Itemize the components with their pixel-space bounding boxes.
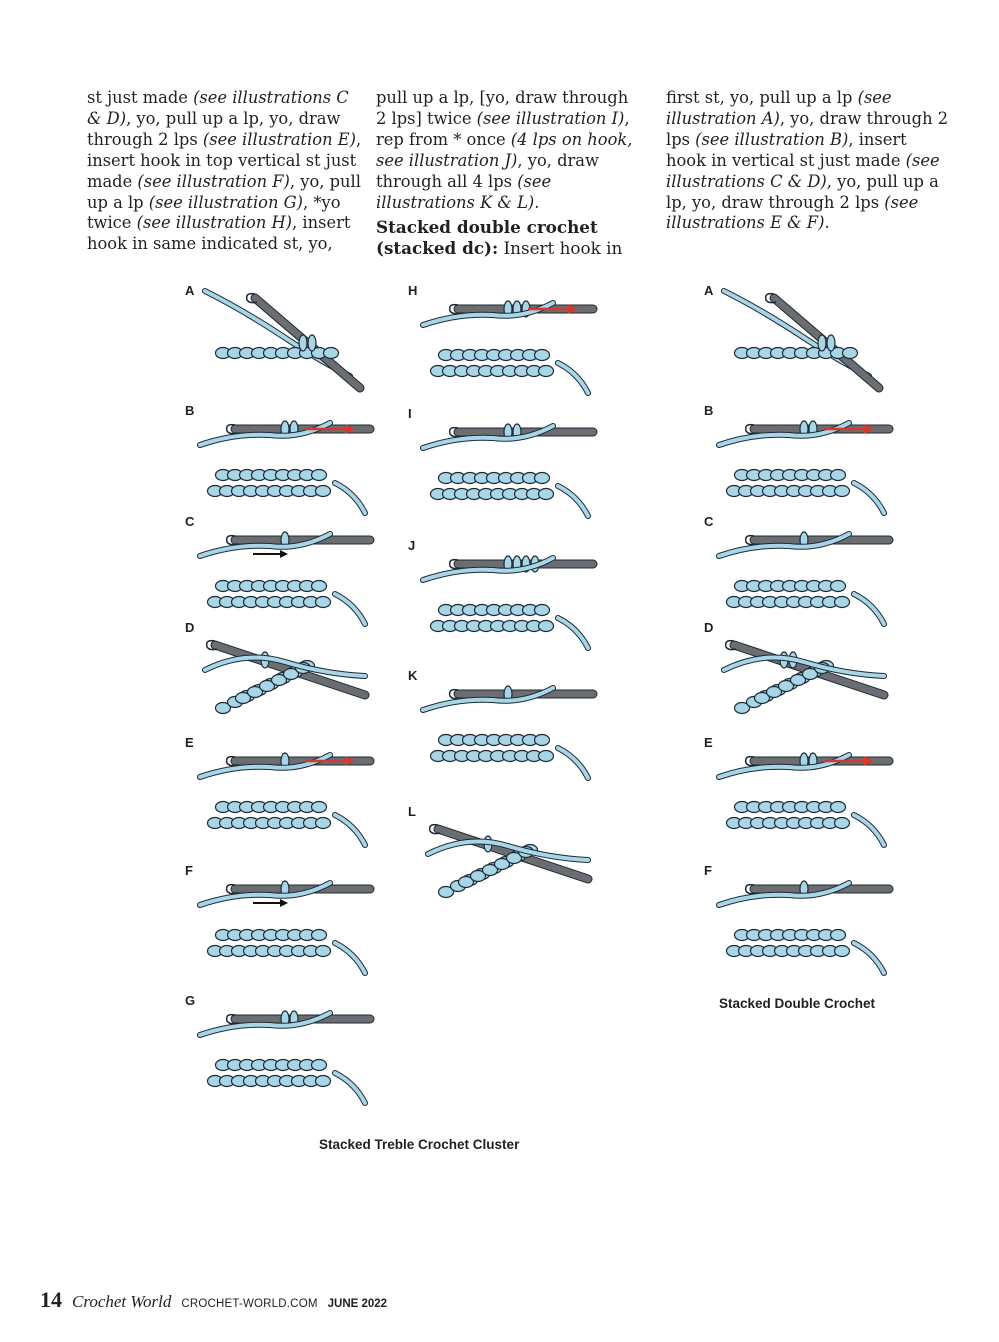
chain-stitch (535, 735, 550, 746)
double-illustration-c (704, 514, 894, 624)
illustration-letter: C (185, 514, 195, 529)
illustration-reference: (see illustrations E & F) (666, 192, 919, 233)
stitch-diagram (704, 283, 894, 393)
loop-on-hook (308, 335, 316, 351)
illustration-letter: K (408, 668, 418, 683)
illustration-letter: E (185, 735, 194, 750)
column-2-body (376, 88, 638, 213)
illustration-letter: E (704, 735, 713, 750)
loop-on-hook (818, 335, 826, 351)
illustration-letter: J (408, 538, 416, 553)
illustration-letter: D (185, 620, 195, 635)
chain-stitch (312, 581, 327, 592)
working-yarn (854, 943, 884, 973)
issue-date: JUNE 2022 (327, 1298, 388, 1310)
working-yarn (558, 363, 588, 393)
chain-stitch (535, 473, 550, 484)
treble-illustration-b (185, 403, 375, 513)
chain-stitch (843, 348, 858, 359)
chain-stitch (316, 818, 331, 829)
illustration-letter: L (408, 804, 416, 819)
instruction-paragraph (87, 88, 362, 255)
stitch-diagram (185, 514, 375, 624)
loop-on-hook (827, 335, 835, 351)
illustration-reference: (see illustration B) (695, 129, 849, 149)
illustration-reference: (see illustration E) (202, 129, 356, 149)
instruction-text: , insert hook in vertical st just made (666, 129, 907, 170)
loop-on-hook (299, 335, 307, 351)
chain-stitch (535, 605, 550, 616)
stitch-diagram (704, 735, 894, 845)
instruction-paragraph (666, 88, 951, 234)
treble-illustration-e (185, 735, 375, 845)
treble-illustration-h (408, 283, 598, 393)
treble-illustration-f (185, 863, 375, 973)
section-heading-stacked-dc (376, 217, 638, 259)
instruction-text: , yo, pull up a lp (87, 171, 361, 212)
working-yarn (335, 483, 365, 513)
instructions-column-3 (666, 88, 951, 234)
illustration-letter: C (704, 514, 714, 529)
stitch-diagram (408, 668, 598, 778)
working-yarn (854, 815, 884, 845)
working-yarn (854, 483, 884, 513)
chain-stitch (316, 946, 331, 957)
instruction-text: , rep from * once (376, 108, 630, 149)
stitch-diagram (185, 993, 375, 1103)
section-heading-rest: Insert hook in (498, 238, 623, 259)
instruction-text: st just made (87, 88, 194, 107)
working-yarn (558, 748, 588, 778)
instruction-text: first st, yo, pull up a lp (666, 88, 858, 107)
illustration-letter: B (185, 403, 195, 418)
section-heading-title: Stacked double crochet (stacked dc): (376, 217, 598, 259)
stitch-diagram (704, 620, 894, 730)
stitch-diagram (408, 804, 598, 914)
illustration-reference: (see illustrations C & D) (87, 88, 349, 128)
illustration-reference: (see illustrations K & L) (376, 171, 552, 212)
illustration-letter: B (704, 403, 714, 418)
chain-stitch (312, 930, 327, 941)
working-yarn (335, 1073, 365, 1103)
chain-stitch (316, 597, 331, 608)
treble-illustration-i (408, 406, 598, 516)
working-yarn (335, 943, 365, 973)
illustration-reference: (see illustration F) (137, 171, 290, 191)
illustration-reference: (see illustration I) (476, 108, 625, 128)
illustration-reference: (4 lps on hook, see illustration J) (376, 129, 633, 170)
page-number: 14 (40, 1287, 62, 1312)
chain-stitch (324, 348, 339, 359)
treble-illustration-a (185, 283, 375, 393)
stitch-diagram (185, 735, 375, 845)
chain-stitch (835, 946, 850, 957)
instruction-paragraph (376, 88, 638, 213)
instruction-text: . (824, 213, 830, 233)
chain-stitch (539, 366, 554, 377)
instruction-text: . (534, 192, 540, 212)
working-yarn (558, 618, 588, 648)
treble-illustration-d (185, 620, 375, 730)
chain-stitch (831, 470, 846, 481)
stitch-diagram (185, 403, 375, 513)
treble-illustration-j (408, 538, 598, 648)
caption-stacked-double: Stacked Double Crochet (719, 996, 876, 1011)
chain-stitch (835, 597, 850, 608)
instructions-column-2 (376, 88, 638, 259)
illustration-reference: (see illustration H) (136, 213, 293, 233)
chain-stitch (539, 751, 554, 762)
stitch-diagram (185, 283, 375, 393)
instruction-text: , insert hook in top vertical st just made (87, 129, 362, 191)
illustration-reference: (see illustrations C & D) (666, 150, 940, 191)
double-illustration-f (704, 863, 894, 973)
chain-stitch (535, 350, 550, 361)
treble-illustration-c (185, 514, 375, 624)
page-footer (40, 1287, 387, 1313)
treble-illustration-g (185, 993, 375, 1103)
chain-stitch (312, 802, 327, 813)
double-illustration-d (704, 620, 894, 730)
stitch-diagram (408, 538, 598, 648)
stitch-diagram (704, 403, 894, 513)
chain-stitch (835, 486, 850, 497)
instruction-text: pull up a lp, [yo, draw through 2 lps] twice (376, 88, 629, 128)
stitch-diagram (408, 283, 598, 393)
instructions-column-1 (87, 88, 362, 255)
stitch-diagram (704, 514, 894, 624)
illustration-letter: G (185, 993, 196, 1008)
chain-stitch (312, 1060, 327, 1071)
arrow-head (280, 550, 288, 558)
instruction-text: , *yo twice (87, 192, 341, 233)
treble-illustration-l (408, 804, 598, 914)
chain-stitch (316, 486, 331, 497)
magazine-name: Crochet World (72, 1292, 172, 1311)
chain-stitch (312, 470, 327, 481)
treble-illustration-k (408, 668, 598, 778)
website-link[interactable]: CROCHET-WORLD.COM (181, 1298, 318, 1310)
illustration-letter: F (704, 863, 712, 878)
double-illustration-a (704, 283, 894, 393)
instruction-text: , yo, draw through 2 lps (666, 108, 949, 149)
illustration-reference: (see illustration A) (666, 88, 892, 128)
stitch-diagram (185, 620, 375, 730)
illustration-letter: F (185, 863, 193, 878)
working-yarn (335, 815, 365, 845)
stitch-diagram (185, 863, 375, 973)
illustration-letter: D (704, 620, 714, 635)
illustration-letter: I (408, 406, 412, 421)
instruction-text: , yo, pull up a lp, yo, draw through 2 lps (87, 108, 341, 149)
instruction-text: , yo, draw through all 4 lps (376, 150, 599, 191)
chain-stitch (539, 621, 554, 632)
chain-stitch (831, 581, 846, 592)
illustration-letter: H (408, 283, 418, 298)
chain-stitch (316, 1076, 331, 1087)
caption-stacked-treble: Stacked Treble Crochet Cluster (319, 1137, 520, 1152)
instruction-text: , insert hook in same indicated st, yo, (87, 213, 351, 254)
double-illustration-b (704, 403, 894, 513)
double-illustration-e (704, 735, 894, 845)
illustration-letter: A (704, 283, 714, 298)
stitch-diagram (704, 863, 894, 973)
chain-stitch (835, 818, 850, 829)
stitch-diagram (408, 406, 598, 516)
chain-stitch (831, 930, 846, 941)
chain-stitch (539, 489, 554, 500)
illustration-letter: A (185, 283, 195, 298)
instruction-text: , yo, pull up a lp, yo, draw through 2 lps (666, 171, 939, 212)
working-yarn (558, 486, 588, 516)
arrow-head (280, 899, 288, 907)
illustration-reference: (see illustration G) (148, 192, 303, 212)
chain-stitch (831, 802, 846, 813)
